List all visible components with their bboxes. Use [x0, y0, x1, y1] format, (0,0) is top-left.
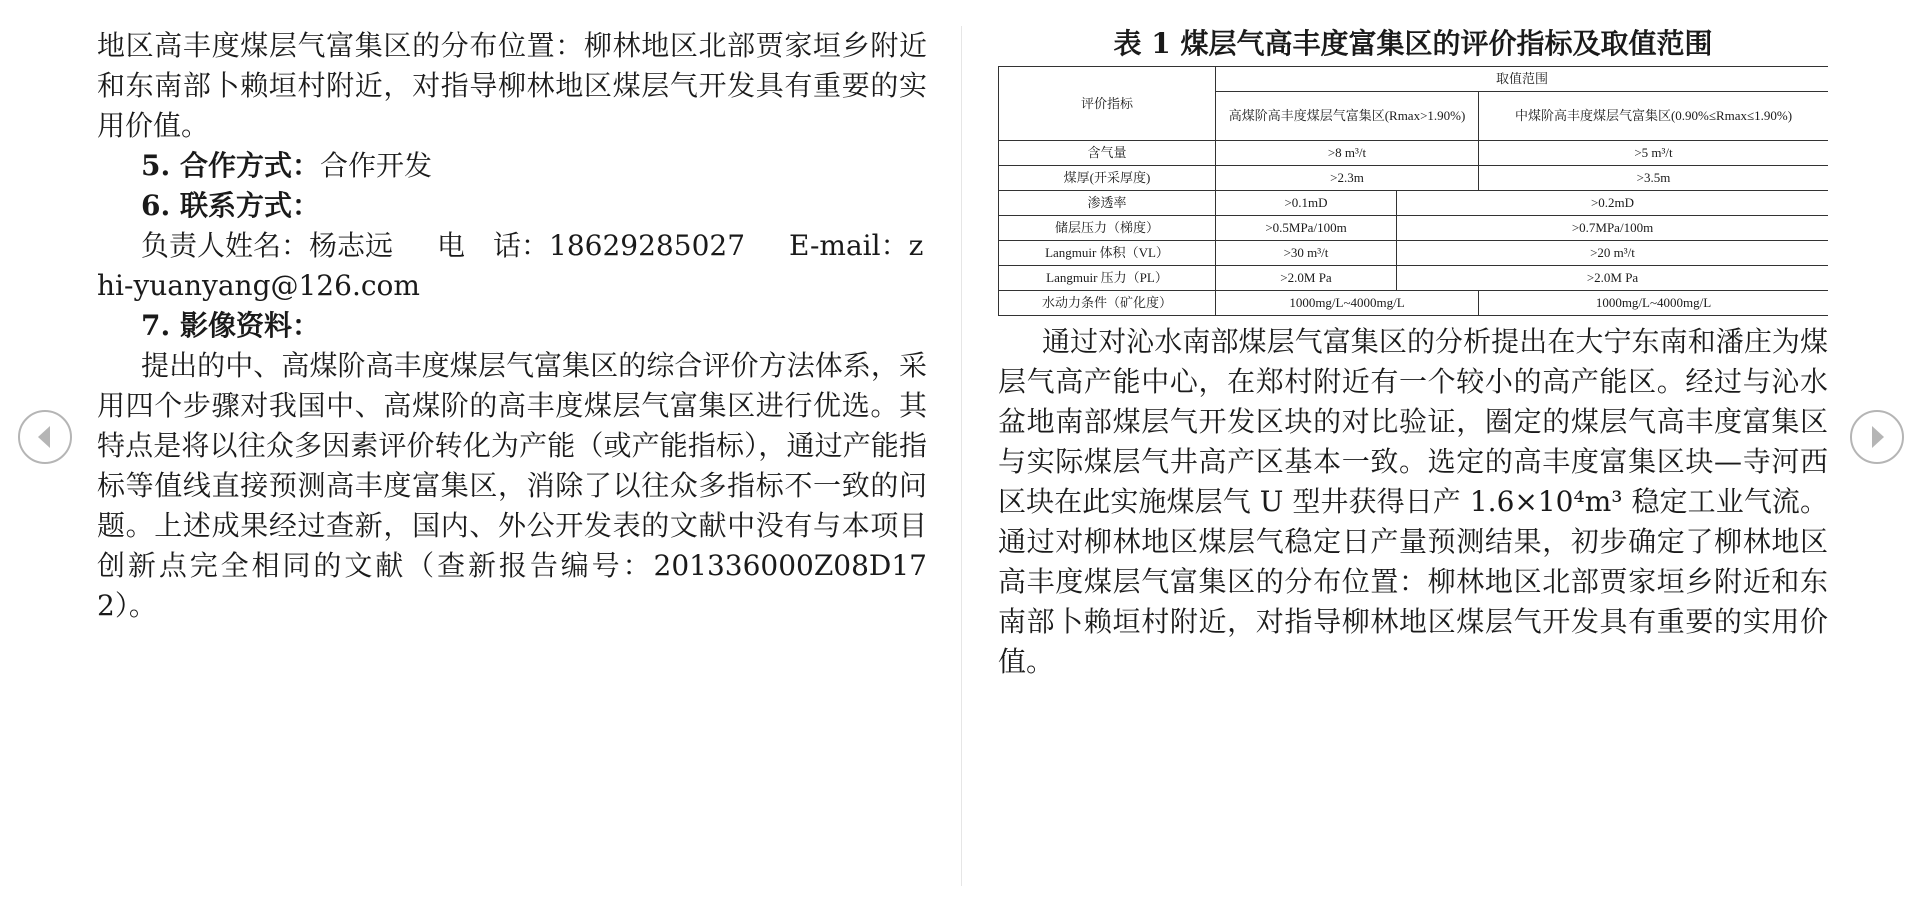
contact-email-label: E-mail：	[789, 229, 909, 262]
row-coal-thickness-mid: >3.5m	[1479, 166, 1829, 191]
row-coal-thickness-high: >2.3m	[1216, 166, 1479, 191]
right-page	[998, 26, 1828, 886]
left-page	[97, 26, 927, 886]
section-7-title: 7. 影像资料：	[141, 309, 320, 342]
media-description-paragraph: 提出的中、高煤阶高丰度煤层气富集区的综合评价方法体系，采用四个步骤对我国中、高煤阶的高丰度煤层气富集区进行优选。其特点是将以往众多因素评价转化为产能（或产能指标），通过产能指标等值线直接预测高丰度富集区，消除了以往众多指标不一致的问题。上述成果经过查新，国内、外公开发表的文献中没有与本项目创新点完全相同的文献（查新报告编号：201336000Z08D172）。	[97, 349, 927, 622]
row-langmuir-pressure-high: >2.0M Pa	[1216, 266, 1397, 291]
table-row	[999, 166, 1829, 191]
table-row	[999, 291, 1829, 316]
table-row	[999, 241, 1829, 266]
header-indicator: 评价指标	[999, 67, 1216, 141]
row-gas-content-mid: >5 m³/t	[1479, 141, 1829, 166]
row-langmuir-volume-name: Langmuir 体积（VL）	[999, 241, 1216, 266]
previous-page-button[interactable]	[18, 410, 72, 464]
row-hydrodynamic-high: 1000mg/L~4000mg/L	[1216, 291, 1479, 316]
row-langmuir-pressure-name: Langmuir 压力（PL）	[999, 266, 1216, 291]
row-reservoir-pressure-name: 储层压力（梯度）	[999, 216, 1216, 241]
row-langmuir-pressure-mid: >2.0M Pa	[1397, 266, 1829, 291]
page-spine-divider	[961, 26, 962, 886]
row-hydrodynamic-mid: 1000mg/L~4000mg/L	[1479, 291, 1829, 316]
section-6-title: 6. 联系方式：	[141, 189, 320, 222]
contact-name-label: 负责人姓名：	[141, 229, 310, 262]
section-7-media	[97, 306, 927, 346]
contact-phone-label: 电 话：	[437, 229, 550, 262]
table-row	[999, 266, 1829, 291]
row-langmuir-volume-mid: >20 m³/t	[1397, 241, 1829, 266]
table-row	[999, 141, 1829, 166]
section-5-title: 5. 合作方式：	[141, 149, 320, 182]
evaluation-table	[998, 66, 1828, 316]
contact-info	[97, 226, 927, 306]
section-5-value: 合作开发	[319, 149, 432, 182]
right-body-paragraph: 通过对沁水南部煤层气富集区的分析提出在大宁东南和潘庄为煤层气高产能中心，在郑村附近有一个较小的高产能区。经过与沁水盆地南部煤层气开发区块的对比验证，圈定的煤层气高丰度富集区与实际煤层气井高产区基本一致。选定的高丰度富集区块—寺河西区块在此实施煤层气 U 型井获得日产 1.6×10⁴m³ 稳定工业气流。通过对柳林地区煤层气稳定日产量预测结果，初步确定了柳林地区高丰度煤层气富集区的分布位置：柳林地区北部贾家垣乡附近和东南部卜赖垣村附近，对指导柳林地区煤层气开发具有重要的实用价值。	[998, 325, 1828, 678]
chevron-left-circle-icon	[20, 412, 70, 462]
row-langmuir-volume-high: >30 m³/t	[1216, 241, 1397, 266]
row-permeability-mid: >0.2mD	[1397, 191, 1829, 216]
header-range: 取值范围	[1216, 67, 1829, 92]
row-reservoir-pressure-high: >0.5MPa/100m	[1216, 216, 1397, 241]
row-permeability-high: >0.1mD	[1216, 191, 1397, 216]
table-row	[999, 191, 1829, 216]
table-row	[999, 216, 1829, 241]
chevron-right-circle-icon	[1852, 412, 1902, 462]
header-mid-rank: 中煤阶高丰度煤层气富集区(0.90%≤Rmax≤1.90%)	[1479, 92, 1829, 141]
table-header-row	[999, 67, 1829, 92]
next-page-button[interactable]	[1850, 410, 1904, 464]
left-intro-paragraph: 地区高丰度煤层气富集区的分布位置：柳林地区北部贾家垣乡附近和东南部卜赖垣村附近，对指导柳林地区煤层气开发具有重要的实用价值。	[97, 29, 927, 142]
row-reservoir-pressure-mid: >0.7MPa/100m	[1397, 216, 1829, 241]
row-permeability-name: 渗透率	[999, 191, 1216, 216]
row-coal-thickness-name: 煤厚(开采厚度)	[999, 166, 1216, 191]
section-6-contact	[97, 186, 927, 226]
table-title: 表 1 煤层气高丰度富集区的评价指标及取值范围	[1113, 27, 1713, 60]
contact-phone: 18629285027	[549, 229, 746, 262]
section-5-cooperation	[97, 146, 927, 186]
row-gas-content-name: 含气量	[999, 141, 1216, 166]
contact-name: 杨志远	[309, 229, 394, 262]
header-high-rank: 高煤阶高丰度煤层气富集区(Rmax>1.90%)	[1216, 92, 1479, 141]
contact-email: zhi-yuanyang@126.com	[97, 229, 924, 302]
row-hydrodynamic-name: 水动力条件（矿化度）	[999, 291, 1216, 316]
row-gas-content-high: >8 m³/t	[1216, 141, 1479, 166]
